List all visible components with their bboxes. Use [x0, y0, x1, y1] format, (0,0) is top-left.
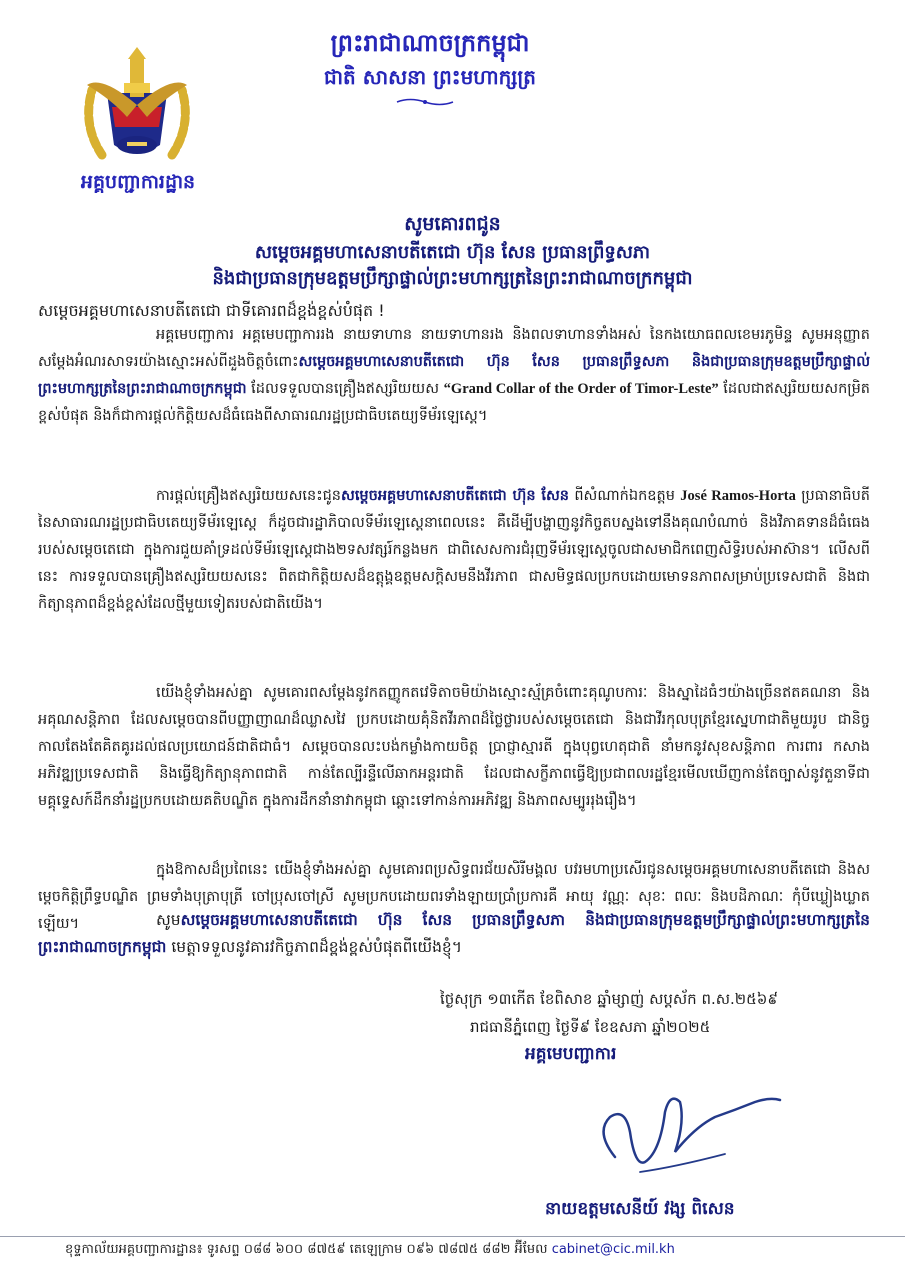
- p2-mid-text: ពីសំណាក់ឯកឧត្តម: [568, 488, 681, 504]
- footer-contact: [65, 1241, 675, 1260]
- footer-contact-text: ខុទ្ទកាល័យអគ្គបញ្ជាការដ្ឋាន៖ ទូរសព្ទ ០៨៨ ៦០០ ៨៧៥៩ តេឡេក្រាម ០៩៦ ៧៨៧៥ ៨៨២ អ៊ីមែល: [65, 1242, 552, 1257]
- p5-start-text: សូម: [156, 911, 181, 929]
- kingdom-name: ព្រះរាជាណាចក្រកម្ពុជា: [330, 29, 530, 57]
- signatory-name: នាយឧត្តមសេនីយ៍ វង្ស ពិសេន: [545, 1199, 735, 1219]
- body-paragraph-4: ក្នុងឱកាសដ៏ប្រពៃនេះ យើងខ្ញុំទាំងអស់គ្នា សូមគោរពប្រសិទ្ធពរជ័យសិរីមង្គល បវរមហាប្រសើរជូនសម្តេចអគ្គមហាសេនាបតីតេជោ និងសម្តេចកិត្តិព្រឹទ្ធបណ្ឌិត ព្រមទាំងបុត្រាបុត្រី ចៅប្រុសចៅស្រី សូមប្រកបដោយពរទាំងឡាយប្រាំប្រការគឺ អាយុ វណ្ណៈ សុខៈ ពលៈ និងបដិភាណៈ កុំបីឃ្លៀងឃ្លាតឡើយ។: [38, 862, 870, 932]
- header-addressee-line: សូមគោរពជូន: [404, 213, 501, 235]
- p2-bold-name: សម្តេចអគ្គមហាសេនាបតីតេជោ ហ៊ុន សែន: [341, 488, 569, 504]
- salutation: សម្តេចអគ្គមហាសេនាបតីតេជោ ជាទីគោរពដ៏ខ្ពង់ខ្ពស់បំផុត !: [38, 301, 385, 320]
- p5-end-text: មេត្តាទទួលនូវគារវកិច្ចភាពដ៏ខ្ពង់ខ្ពស់បំផុតពីយើងខ្ញុំ។: [166, 938, 462, 956]
- p1-bold-name: សម្តេចអគ្គមហាសេនាបតីតេជោ ហ៊ុន សែន ប្រធានព្រឹទ្ធសភា និងជាប្រធានក្រុមឧត្តមប្រឹក្សាផ្ទាល់ព្រះមហាក្សត្រនៃព្រះរាជាណាចក្រកម្ពុជា: [38, 354, 870, 397]
- lunar-date: ថ្ងៃសុក្រ ១៣កើត ខែពិសាខ ឆ្នាំម្សាញ់ សប្តស័ក ព.ស.២៥៦៩: [440, 990, 778, 1008]
- ornament-divider: [395, 96, 455, 108]
- p1-award-name: “Grand Collar of the Order of Timor-Leste”: [443, 381, 719, 397]
- header-recipient-title: និងជាប្រធានក្រុមឧត្តមប្រឹក្សាផ្ទាល់ព្រះមហាក្សត្រនៃព្រះរាជាណាចក្រកម្ពុជា: [212, 268, 693, 289]
- body-paragraph-1: [38, 322, 870, 430]
- handwritten-signature-icon: [585, 1072, 785, 1192]
- solar-date: រាជធានីភ្នំពេញ ថ្ងៃទី៩ ខែឧសភា ឆ្នាំ២០២៥: [470, 1018, 711, 1036]
- p1-end-text: ដែលជាឥស្សរិយយសកម្រិតខ្ពស់បំផុត និងក៏ជាការផ្តល់កិត្តិយសដ៏ធំធេងពីសាធារណរដ្ឋប្រជាធិបតេយ្យទីម័រឡេស្តេ។: [38, 381, 870, 424]
- p5-bold-name: សម្តេចអគ្គមហាសេនាបតីតេជោ ហ៊ុន សែន ប្រធានព្រឹទ្ធសភា និងជាប្រធានក្រុមឧត្តមប្រឹក្សាផ្ទាល់ព្រះមហាក្សត្រនៃព្រះរាជាណាចក្រកម្ពុជា: [38, 911, 870, 956]
- military-emblem-icon: [72, 45, 202, 170]
- p2-president-name: José Ramos-Horta: [680, 488, 796, 504]
- department-name: អគ្គបញ្ជាការដ្ឋាន: [80, 171, 196, 193]
- body-paragraph-3: យើងខ្ញុំទាំងអស់គ្នា សូមគោរពសម្តែងនូវកតញ្ញូកតវេទិតាចមិយ៉ាងស្មោះស្ម័គ្រចំពោះគុណូបការៈ និងស្នាដៃធំៗយ៉ាងច្រើនឥតគណនា និងអគុណសន្តិភាព ដែលសម្តេចបានពីបញ្ញាញាណដ៏ឈ្លាសវៃ ប្រកបដោយគុំនិតវីរភាពដ៏ថ្លៃថ្លារបស់សម្តេចតេជោ និងជាវីរកុលបុត្រខ្មែរស្នេហាជាតិមួយរូប ជានិច្ចកាលតែងតែគិតគូរដល់ផលប្រយោជន៍ជាតិជាធំ។ សម្តេចបានលះបង់កម្លាំងកាយចិត្ត ប្រាជ្ញាស្មារតី ក្នុងបុព្វហេតុជាតិ នាំមកនូវសុខសន្តិភាព ការពារ កសាង អភិវឌ្ឍប្រទេសជាតិ និងធ្វើឱ្យកិត្យានុភាពជាតិ កាន់តែល្បីរន្ទឺលើឆាកអន្តរជាតិ ដែលជាសក្ខីភាពធ្វើឱ្យប្រជាពលរដ្ឋខ្មែរមើលឃើញកាន់តែច្បាស់នូវតួនាទីជាមគ្គុទ្ទេសក៍ដឹកនាំរដ្ឋប្រកបដោយគតិបណ្ឌិត ក្នុងការដឹកនាំនាវាកម្ពុជា ឆ្ពោះទៅកាន់ការអភិវឌ្ឍ និងភាពសម្បូររុងរឿង។: [38, 685, 870, 809]
- body-paragraph-2: [38, 483, 870, 618]
- p1-mid-text: ដែលទទួលបានគ្រឿងឥស្សរិយយស: [246, 381, 444, 397]
- footer-email-link[interactable]: cabinet@cic.mil.kh: [551, 1242, 675, 1257]
- p2-end-text: ប្រធានាធិបតីនៃសាធារណរដ្ឋប្រជាធិបតេយ្យទីម័រឡេស្តេ ក៏ដូចជារដ្ឋាភិបាលទីម័រឡេស្តេនាពេលនេះ គឺដើម្បីបង្ហាញនូវកិច្ចតបស្នងទៅនឹងគុណបំណាច់ និងវិភាគទានដ៏ធំធេងរបស់សម្តេចតេជោ ក្នុងការជួយគាំទ្រដល់ទីម័រឡេស្តេជាង២ទសវត្សរ៍កន្លងមក ជាពិសេសការជំរុញទីម័រឡេស្តេចូលជាសមាជិកពេញសិទ្ធិរបស់អាស៊ាន។ លើសពីនេះ ការទទួលបានគ្រឿងឥស្សរិយយសនេះ ពិតជាកិត្តិយសដ៏ឧត្តុង្គឧត្តមសក្តិសមនឹងវីរភាព ជាសមិទ្ធផលប្រកបដោយមោទនភាពសម្រាប់ប្រទេសជាតិ និងជាកិត្យានុភាពដ៏ខ្ពង់ខ្ពស់ដែលថ្មីមួយទៀតរបស់ជាតិយើង។: [38, 488, 870, 612]
- footer-divider: [0, 1236, 905, 1237]
- body-paragraph-5: [38, 907, 870, 961]
- national-motto: ជាតិ សាសនា ព្រះមហាក្សត្រ: [324, 65, 536, 89]
- signatory-title: អគ្គមេបញ្ជាការ: [525, 1044, 617, 1064]
- p1-text: អគ្គមេបញ្ជាការ អគ្គមេបញ្ជាការរង នាយទាហាន នាយទាហានរង និងពលទាហានទាំងអស់ នៃកងយោធពលខេមរភូមិន្ទ សូមអនុញ្ញាតសម្តែងអំណរសាទរយ៉ាងស្មោះអស់ពីដួងចិត្តចំពោះ: [38, 327, 870, 370]
- header-recipient-name: សម្តេចអគ្គមហាសេនាបតីតេជោ ហ៊ុន សែន ប្រធានព្រឹទ្ធសភា: [254, 242, 651, 263]
- p2-start-text: ការផ្តល់គ្រឿងឥស្សរិយយសនេះជូន: [156, 488, 342, 504]
